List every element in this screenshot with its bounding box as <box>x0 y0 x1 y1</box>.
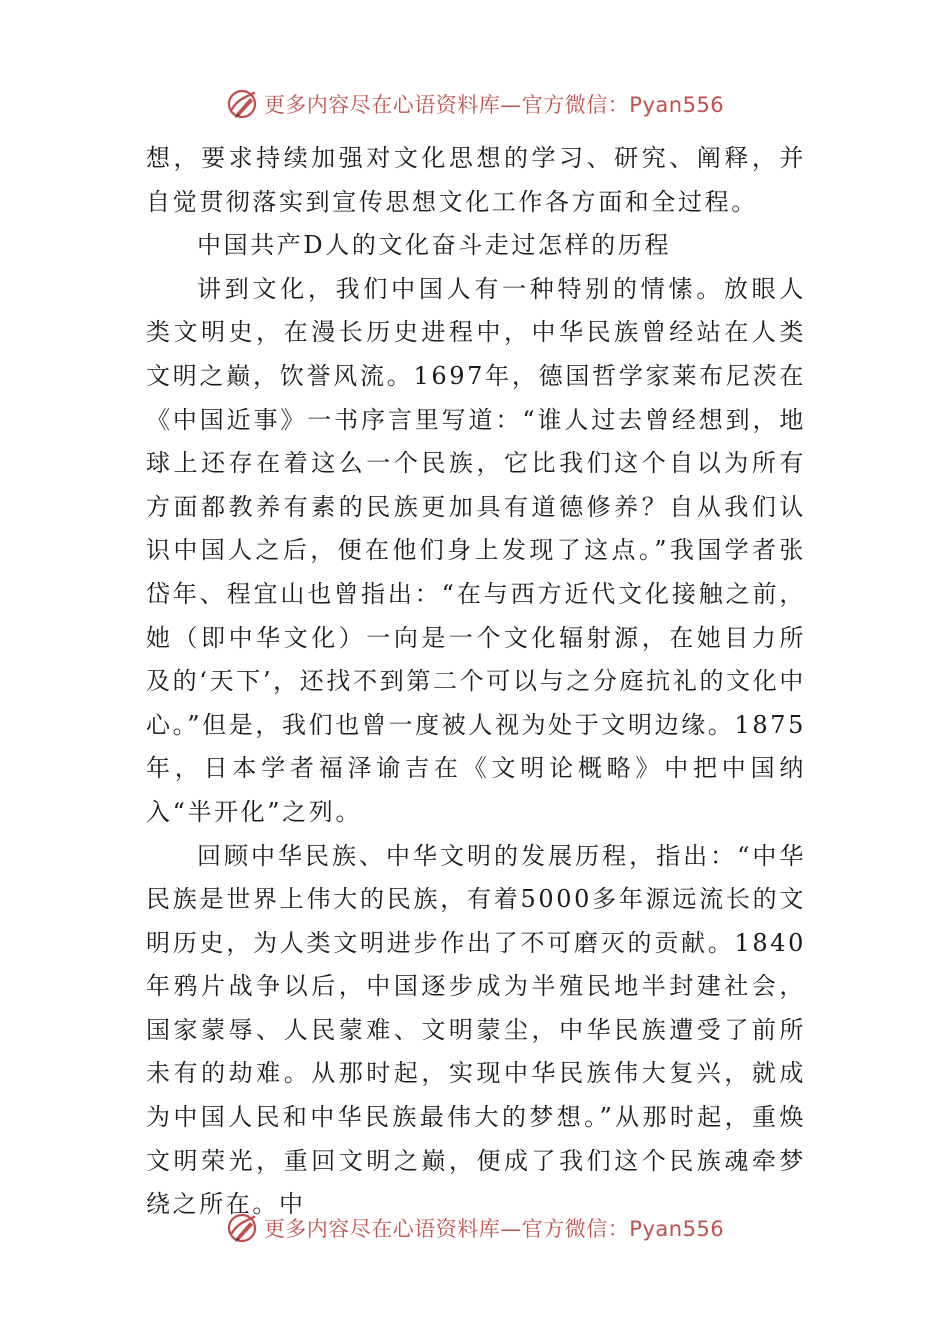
pen-swirl-logo-icon <box>226 1211 260 1245</box>
pen-swirl-logo-icon <box>226 87 260 121</box>
section-heading: 中国共产D人的文化奋斗走过怎样的历程 <box>197 231 672 260</box>
header-banner <box>0 84 950 124</box>
paragraph-continuation: 想，要求持续加强对文化思想的学习、研究、阐释，并自觉贯彻落实到宣传思想文化工作各方面和全过程。 <box>146 144 806 216</box>
footer-banner <box>0 1208 950 1248</box>
header-banner-text: 更多内容尽在心语资料库—官方微信：Pyan556 <box>263 93 725 117</box>
footer-banner-text: 更多内容尽在心语资料库—官方微信：Pyan556 <box>263 1217 725 1241</box>
document-body <box>146 137 806 1227</box>
paragraph: 回顾中华民族、中华文明的发展历程，指出：“中华民族是世界上伟大的民族，有着5000多年源远流长的文明历史，为人类文明进步作出了不可磨灭的贡献。1840年鸦片战争以后，中国逐步成为半殖民地半封建社会，国家蒙辱、人民蒙难、文明蒙尘，中华民族遭受了前所未有的劫难。从那时起，实现中华民族伟大复兴，就成为中国人民和中华民族最伟大的梦想。”从那时起，重焕文明荣光，重回文明之巅，便成了我们这个民族魂牵梦绕之所在。中 <box>146 841 806 1219</box>
paragraph: 讲到文化，我们中国人有一种特别的情愫。放眼人类文明史，在漫长历史进程中，中华民族曾经站在人类文明之巅，饮誉风流。1697年，德国哲学家莱布尼茨在《中国近事》一书序言里写道：“谁人过去曾经想到，地球上还存在着这么一个民族，它比我们这个自以为所有方面都教养有素的民族更加具有道德修养？自从我们认识中国人之后，便在他们身上发现了这点。”我国学者张岱年、程宜山也曾指出：“在与西方近代文化接触之前，她（即中华文化）一向是一个文化辐射源，在她目力所及的‘天下’，还找不到第二个可以与之分庭抗礼的文化中心。”但是，我们也曾一度被人视为处于文明边缘。1875年，日本学者福泽谕吉在《文明论概略》中把中国纳入“半开化”之列。 <box>146 274 806 826</box>
